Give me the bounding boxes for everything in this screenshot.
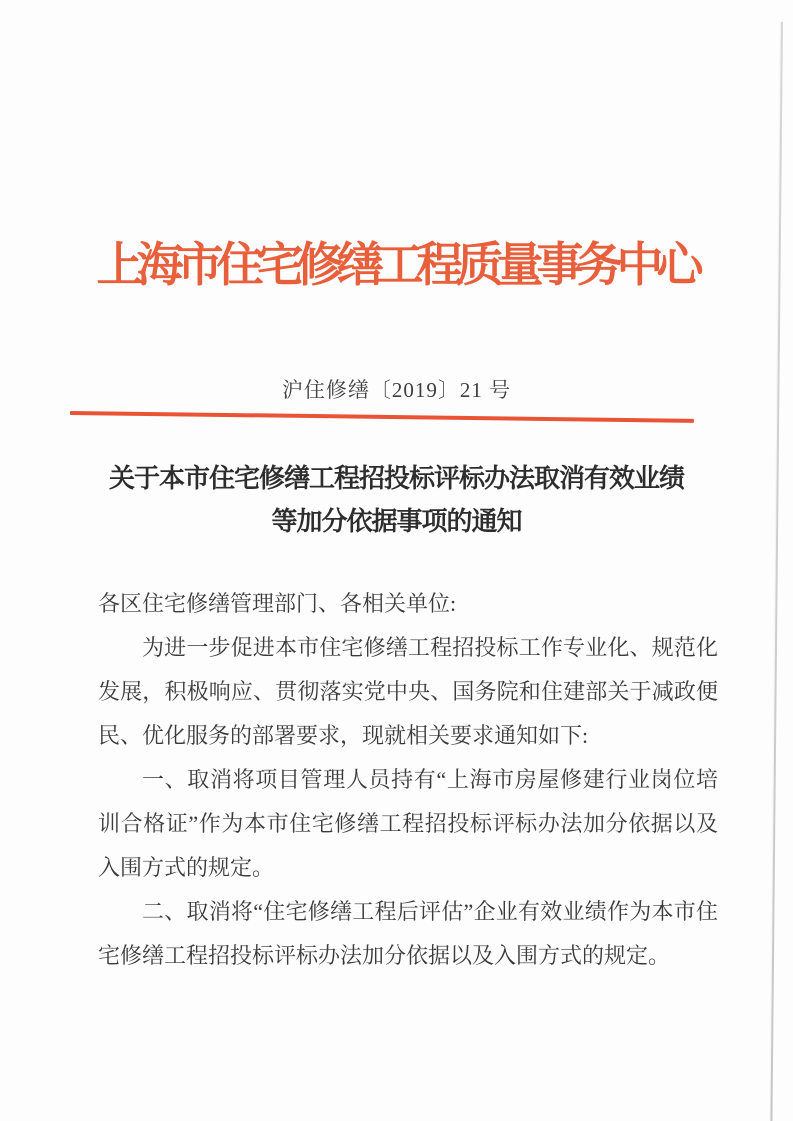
paragraph-intro: 为进一步促进本市住宅修缮工程招投标工作专业化、规范化发展，积极响应、贯彻落实党中央、国务院和住建部关于减政便民、优化服务的部署要求，现就相关要求通知如下:	[98, 635, 718, 748]
salutation-line: 各区住宅修缮管理部门、各相关单位:	[98, 591, 457, 616]
paragraph-item-1: 一、取消将项目管理人员持有“上海市房屋修建行业岗位培训合格证”作为本市住宅修缮工程招投标评标办法加分依据以及入围方式的规定。	[98, 767, 718, 880]
paper-scan-edge-line	[770, 22, 783, 1121]
notice-body	[98, 582, 718, 978]
letterhead-title: 上海市住宅修缮工程质量事务中心	[96, 240, 697, 292]
notice-title-line2: 等加分依据事项的通知	[271, 506, 522, 536]
red-divider-line	[70, 411, 694, 423]
notice-title-line1: 关于本市住宅修缮工程招投标评标办法取消有效业绩	[108, 463, 684, 493]
paragraph-item-2: 二、取消将“住宅修缮工程后评估”企业有效业绩作为本市住宅修缮工程招投标评标办法加分依据以及入围方式的规定。	[98, 899, 718, 968]
notice-title	[0, 457, 793, 543]
document-number: 沪住修缮〔2019〕21 号	[281, 378, 512, 402]
